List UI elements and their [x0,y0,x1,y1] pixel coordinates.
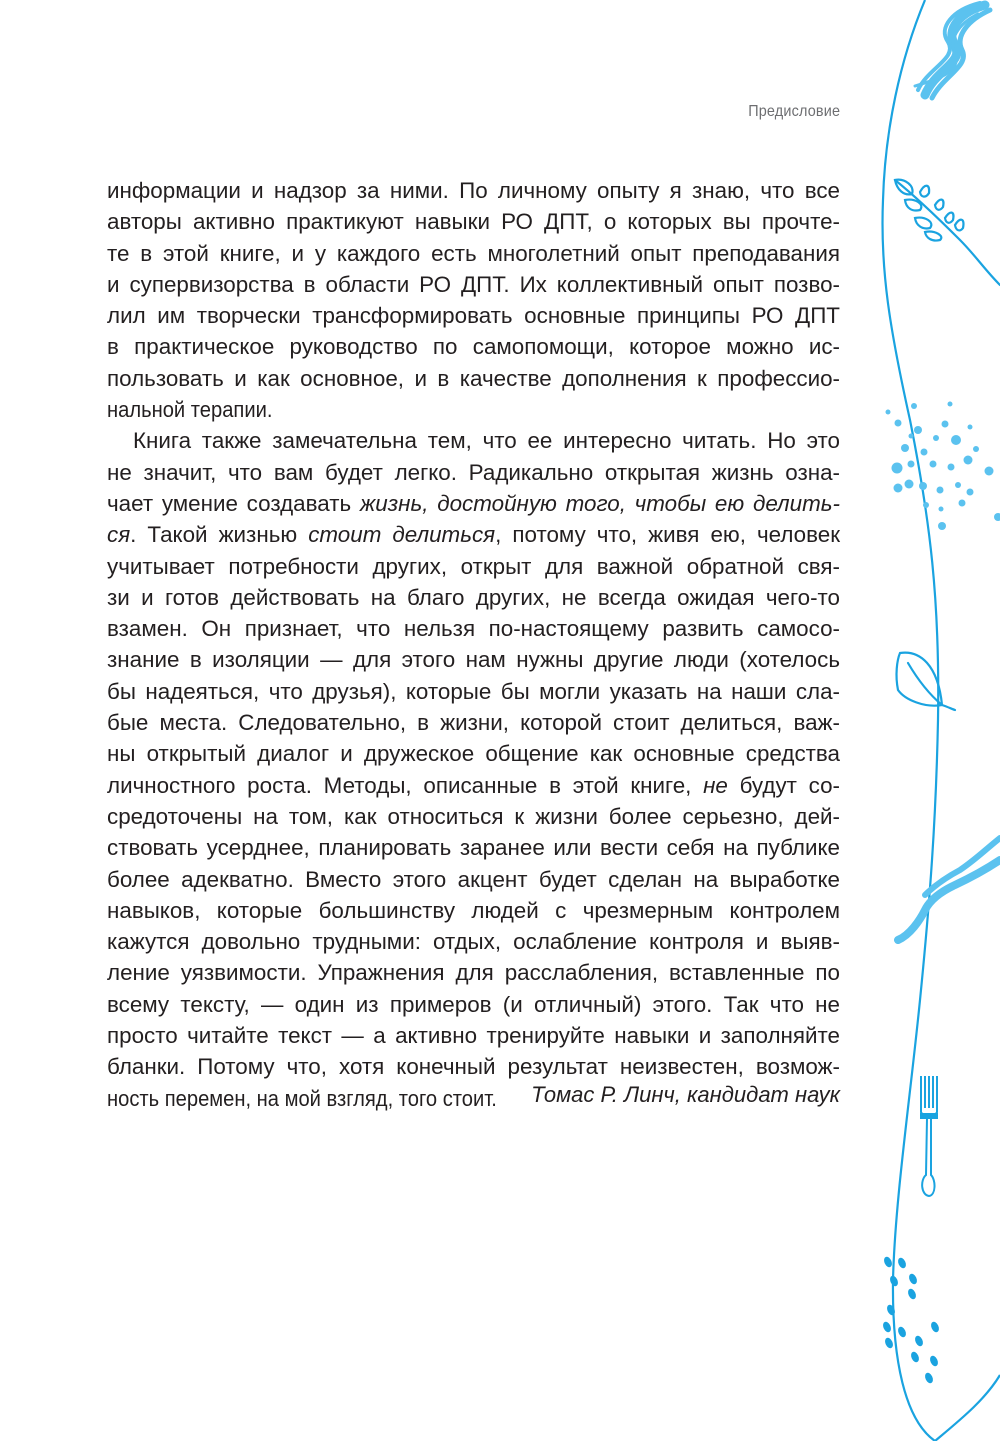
fork-icon [921,1076,937,1196]
text-line [107,1020,840,1051]
drop [924,1372,935,1385]
text-segment: кажутся довольно трудными: отдых, ослабление контроля и выяв- [107,929,840,955]
text-segment: . Такой жизнью [130,522,309,548]
text-line [107,425,840,456]
drop [908,1273,919,1286]
text-segment: ление уязвимости. Упражнения для расслабления, вставленные по [107,960,840,986]
text-segment: учитывает потребности других, открыт для важной обратной свя- [107,553,840,579]
italic-text: ся [107,522,131,548]
text-segment: в практическое руководство по самопомощи, которое можно ис- [107,334,840,360]
dot [901,444,909,452]
text-segment: личностного роста. Методы, описанные в этой книге, [107,772,704,798]
italic-text: жизнь, достойную того, чтобы ею делить- [359,490,840,516]
text-line [107,738,840,769]
dot [892,463,903,474]
dot [937,487,944,494]
text-segment: просто читайте текст — а активно тренируйте навыки и заполняйте [107,1023,840,1049]
wave-stripes-icon [898,838,1000,940]
dot [959,500,966,507]
text-segment: средоточены на том, как относиться к жизни более серьезно, дей- [107,803,840,829]
dot [914,426,922,434]
text-segment: ность перемен, на мой взгляд, того стоит. [107,1085,497,1111]
dot [985,467,994,476]
dot [895,420,902,427]
drop [897,1326,908,1339]
drop [897,1257,908,1270]
text-line [107,1051,840,1082]
dot [967,489,974,496]
signature: Томас Р. Линч, кандидат наук [531,1082,840,1107]
drops-cluster-icon [882,1256,941,1385]
text-segment: лил им творчески трансформировать основные принципы РО ДПТ [107,303,840,329]
text-segment: будут со- [727,772,840,798]
dots-cluster-icon [886,402,1000,531]
drop [882,1321,893,1334]
drop [929,1355,940,1368]
text-line [107,707,840,738]
text-line [107,895,840,926]
text-line [107,676,840,707]
text-segment: бы надеяться, что друзья), которые бы могли указать на наши сла- [107,678,840,704]
leaf-branch-icon [895,180,1000,285]
dot [955,482,961,488]
dot [905,480,914,489]
text-line [107,551,840,582]
drop [889,1275,900,1288]
text-line [107,926,840,957]
text-segment: более адекватно. Вместо этого акцент будет сделан на выработке [107,866,840,892]
text-line [107,989,840,1020]
text-segment: бые места. Следовательно, в жизни, которой стоит делиться, важ- [107,710,840,736]
dot [923,502,929,508]
text-segment: не значит, что вам будет легко. Радикально открытая жизнь озна- [107,459,840,485]
text-line [107,864,840,895]
drop [883,1256,894,1269]
dot [964,456,973,465]
text-line [107,613,840,644]
italic-text: не [703,772,728,798]
text-segment: навыков, которые большинству людей с чрезмерным контролем [107,897,840,923]
text-line [107,269,840,300]
text-segment: , потому что, живя ею, человек [495,522,840,548]
text-line [107,394,767,425]
text-line [107,363,840,394]
text-segment: всему тексту, — один из примеров (и отличный) этого. Так что не [107,991,840,1017]
text-line [107,519,840,550]
dot [948,464,955,471]
text-line [107,801,840,832]
leaf-icon [897,653,955,710]
dot [942,421,949,428]
text-segment: авторы активно практикуют навыки РО ДПТ, о которых вы прочте- [107,209,840,235]
text-line [107,238,840,269]
dot [968,425,973,430]
body-text [107,175,840,1114]
dot [886,410,891,415]
dot [948,402,953,407]
text-line [107,832,840,863]
text-line [107,331,840,362]
dot [909,434,914,439]
dot [938,522,946,530]
dot [911,403,917,409]
text-line [107,770,840,801]
paragraph [107,175,840,425]
paragraph [107,425,840,1114]
running-head: Предисловие [748,103,840,120]
dot [994,513,1000,521]
dot [921,449,928,456]
dot [933,435,939,441]
text-line [107,300,840,331]
text-segment: чает умение создавать [107,490,360,516]
text-segment: взамен. Он признает, что нельзя по-настоящему развить самосо- [107,616,840,642]
text-segment: ны открытый диалог и дружеское общение как основные средства [107,741,840,767]
text-line [107,457,840,488]
text-segment: информации и надзор за ними. По личному опыту я знаю, что все [107,178,840,203]
text-segment: знание в изоляции — для этого нам нужны другие люди (хотелось [107,647,840,673]
dot [973,446,979,452]
italic-text: стоит делиться [308,522,496,548]
dot [930,461,937,468]
text-segment: и супервизорства в области РО ДПТ. Их коллективный опыт позво- [107,271,840,297]
drop [907,1288,918,1301]
text-segment: зи и готов действовать на благо других, не всегда ожидая чего-то [107,584,840,610]
drop [914,1335,925,1348]
dot [951,435,961,445]
wave-brush-icon [915,3,990,98]
drop [930,1321,941,1334]
text-segment: Книга также замечательна тем, что ее интересно читать. Но это [133,428,840,454]
dot [919,482,927,490]
drop [910,1351,921,1364]
text-line [107,175,840,206]
text-segment: пользовать и как основное, и в качестве дополнения к профессио- [107,365,840,391]
text-segment: те в этой книге, и у каждого есть многолетний опыт преподавания [107,240,840,266]
dot [894,484,903,493]
text-line [107,582,840,613]
text-segment: бланки. Потому что, хотя конечный результат неизвестен, возмож- [107,1054,840,1080]
text-line [107,488,840,519]
text-line [107,644,840,675]
text-line [107,957,840,988]
text-segment: ствовать усерднее, планировать заранее или вести себя на публике [107,835,840,861]
dot [939,507,944,512]
drop [886,1304,897,1317]
text-segment: нальной терапии. [107,397,273,423]
margin-curve-line [882,0,938,1441]
text-line [107,206,840,237]
dot [908,461,915,468]
drop [884,1337,895,1350]
